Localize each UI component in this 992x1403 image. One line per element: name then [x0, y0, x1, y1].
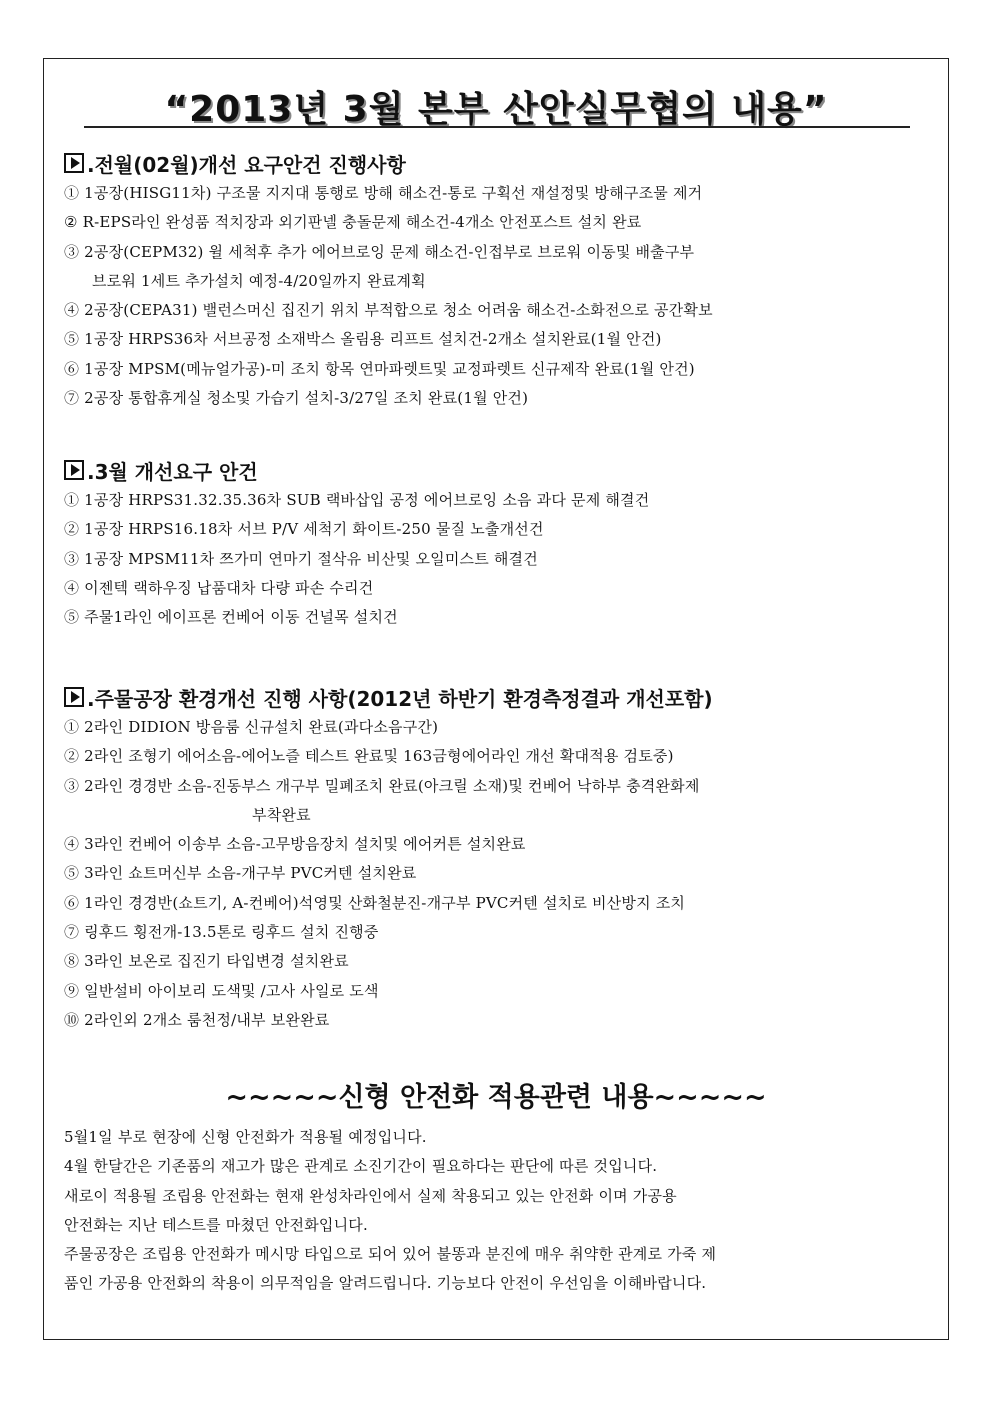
notice-title: ~~~~~신형 안전화 적용관련 내용~~~~~ — [225, 1082, 767, 1113]
list-item: ⑦ 2공장 통합휴게실 청소및 가습기 설치-3/27일 조치 완료(1월 안건) — [64, 389, 529, 408]
item-list — [64, 179, 930, 413]
notice-line: 주물공장은 조립용 안전화가 메시망 타입으로 되어 있어 불똥과 분진에 매우 취약한 관계로 가죽 제 — [64, 1245, 717, 1264]
list-item: ⑤ 1공장 HRPS36차 서브공정 소재박스 올림용 리프트 설치건-2개소 설치완료(1월 안건) — [64, 330, 662, 349]
document-frame — [43, 58, 949, 1340]
section-heading — [64, 681, 930, 713]
notice-line: 4월 한달간은 기존품의 재고가 많은 관계로 소진기간이 필요하다는 판단에 따른 것입니다. — [64, 1157, 658, 1176]
list-item: ⑥ 1공장 MPSM(메뉴얼가공)-미 조치 항목 연마파렛트및 교정파렛트 신규제작 완료(1월 안건) — [64, 359, 695, 378]
notice-line: 5월1일 부로 현장에 신형 안전화가 적용될 예정입니다. — [64, 1128, 427, 1146]
list-item: ③ 2라인 경경반 소음-진동부스 개구부 밀폐조치 완료(아크릴 소재)및 컨베어 낙하부 충격완화제 — [64, 776, 700, 795]
section-foundry-environment — [64, 681, 930, 1035]
list-item: ⑤ 3라인 쇼트머신부 소음-개구부 PVC커텐 설치완료 — [64, 864, 417, 883]
list-item-continuation: 브로워 1세트 추가설치 예정-4/20일까지 완료계획 — [92, 271, 426, 290]
list-item: ⑤ 주물1라인 에이프론 컨베어 이동 건널목 설치건 — [64, 608, 398, 627]
notice-line: 안전화는 지난 테스트를 마쳤던 안전화입니다. — [64, 1215, 368, 1234]
list-item: ③ 2공장(CEPM32) 윌 세척후 추가 에어브로잉 문제 해소건-인접부로 브로워 이동및 배출구부 — [64, 242, 695, 261]
section-heading-text: .주물공장 환경개선 진행 사항(2012년 하반기 환경측정결과 개선포함) — [87, 686, 713, 711]
arrow-box-icon — [64, 687, 84, 707]
list-item: ② 2라인 조형기 에어소음-에어노즐 테스트 완료및 163금형에어라인 개선 확대적용 검토중) — [64, 747, 674, 766]
title-underline — [84, 126, 910, 128]
section-heading — [64, 454, 930, 486]
list-item: ④ 이젠텍 랙하우징 납품대차 다량 파손 수리건 — [64, 578, 374, 597]
section-heading-text: .전월(02월)개선 요구안건 진행사항 — [87, 152, 406, 177]
list-item: ⑥ 1라인 경경반(쇼트기, A-컨베어)석영및 산화철분진-개구부 PVC커텐 설치로 비산방지 조치 — [64, 893, 686, 912]
list-item: ④ 3라인 컨베어 이송부 소음-고무방음장치 설치및 에어커튼 설치완료 — [64, 835, 526, 854]
list-item-continuation: 부착완료 — [252, 805, 311, 824]
list-item: ⑨ 일반설비 아이보리 도색및 /고사 사일로 도색 — [64, 981, 379, 1000]
list-item: ④ 2공장(CEPA31) 밸런스머신 집진기 위치 부적합으로 청소 어려움 해소건-소화전으로 공간확보 — [64, 301, 713, 320]
list-item: ① 1공장(HISG11차) 구조물 지지대 통행로 방해 해소건-통로 구획선 재설정및 방해구조물 제거 — [64, 184, 703, 202]
list-item: ⑩ 2라인외 2개소 룸천정/내부 보완완료 — [64, 1010, 330, 1029]
item-list — [64, 486, 930, 632]
notice-line: 새로이 적용될 조립용 안전화는 현재 완성차라인에서 실제 착용되고 있는 안전화 이며 가공용 — [64, 1186, 677, 1205]
list-item: ⑦ 링후드 횡전개-13.5톤로 링후드 설치 진행중 — [64, 923, 379, 942]
arrow-box-icon — [64, 460, 84, 480]
notice-paragraph — [64, 1123, 930, 1299]
section-previous-month — [64, 147, 930, 413]
list-item: ② R-EPS라인 완성품 적치장과 외기판넬 충돌문제 해소건-4개소 안전포스트 설치 완료 — [64, 213, 642, 232]
list-item: ② 1공장 HRPS16.18차 서브 P/V 세척기 화이트-250 물질 노출개선건 — [64, 520, 544, 539]
section-heading-text: .3월 개선요구 안건 — [87, 459, 258, 484]
section-march-requests — [64, 454, 930, 632]
arrow-box-icon — [64, 153, 84, 173]
section-heading — [64, 147, 930, 179]
list-item: ⑧ 3라인 보온로 집진기 타입변경 설치완료 — [64, 952, 349, 971]
list-item: ① 2라인 DIDION 방음룸 신규설치 완료(과다소음구간) — [64, 718, 439, 736]
page-title: “2013년 3월 본부 산안실무협의 내용” — [164, 89, 828, 130]
list-item: ③ 1공장 MPSM11차 쯔가미 연마기 절삭유 비산및 오일미스트 해결건 — [64, 549, 538, 568]
list-item: ① 1공장 HRPS31.32.35.36차 SUB 랙바삽입 공정 에어브로잉 소음 과다 문제 해결건 — [64, 491, 650, 509]
item-list — [64, 713, 930, 1035]
notice-line: 품인 가공용 안전화의 착용이 의무적임을 알려드립니다. 기능보다 안전이 우선임을 이해바랍니다. — [64, 1274, 707, 1293]
